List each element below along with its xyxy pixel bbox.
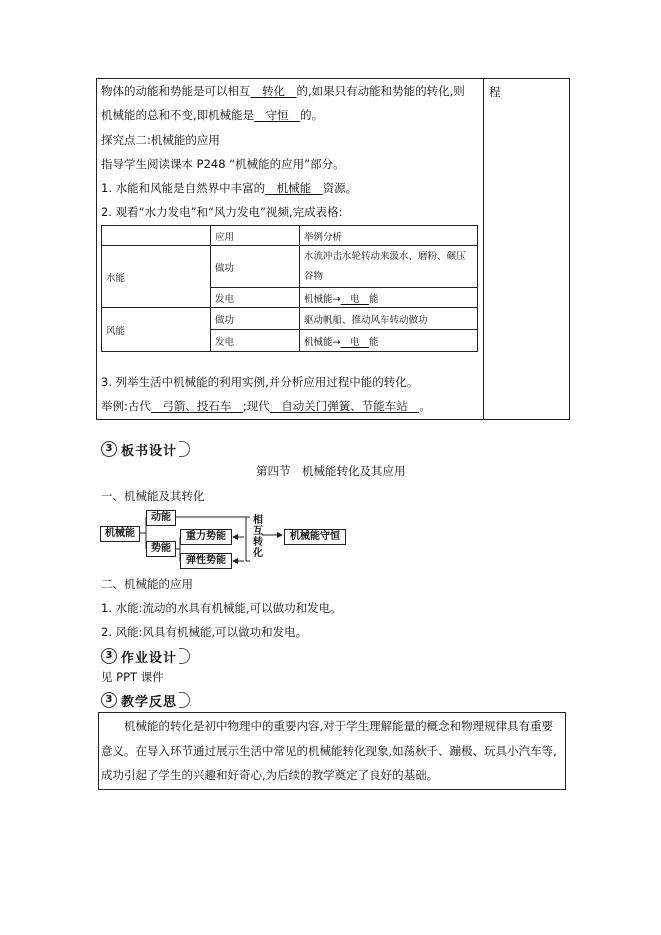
table-row-use: 做功: [211, 246, 300, 288]
table-header-example: 举例分析: [300, 226, 478, 246]
guide-text: 指导学生阅读课本 P248 “机械能的应用”部分。: [101, 157, 345, 171]
diagram-elastic-pe: 弹性势能: [180, 553, 232, 569]
board-center-title: 第四节 机械能转化及其应用: [256, 464, 406, 478]
homework-title: 作业设计: [121, 650, 178, 666]
top-table-divider: [483, 78, 484, 419]
energy-application-table: [101, 225, 478, 352]
diagram-potential-energy: 势能: [146, 541, 176, 557]
table-row-example: 机械能→ 电 能: [300, 288, 478, 308]
side-cell-text: 程: [489, 85, 501, 99]
table-header-blank: [102, 226, 211, 246]
board-design-title: 板书设计: [121, 443, 178, 459]
reflection-heading: [101, 690, 190, 710]
table-row-use: 做功: [211, 308, 300, 330]
diagram-mutual-conversion: 相 互 转 化: [253, 515, 263, 559]
table-row-use: 发电: [211, 330, 300, 352]
homework-heading: [101, 646, 190, 666]
reflection-line-2: 意义。在导入环节通过展示生活中常见的机械能转化现象,如荡秋千、蹦极、玩具小汽车等,: [101, 744, 557, 758]
table-group-wind: 风能: [102, 308, 211, 352]
question-1: 1. 水能和风能是自然界中丰富的 机械能 资源。: [101, 181, 358, 195]
line-2: 机械能的总和不变,即机械能是 守恒 的。: [101, 108, 324, 122]
line-1: 物体的动能和势能是可以相互 转化 的,如果只有动能和势能的转化,则: [101, 84, 465, 98]
question-2: 2. 观看“水力发电”和“风力发电”视频,完成表格:: [101, 205, 343, 219]
explore-title: 探究点二:机械能的应用: [101, 133, 220, 147]
board-item-2: 2. 风能:风具有机械能,可以做功和发电。: [101, 625, 308, 639]
reflection-line-3: 成功引起了学生的兴趣和好奇心,为后续的教学奠定了良好的基础。: [101, 768, 439, 782]
board-item-1: 1. 水能:流动的水具有机械能,可以做功和发电。: [101, 601, 342, 615]
section-badge-icon: 3: [101, 648, 117, 664]
diagram-gravity-pe: 重力势能: [180, 529, 232, 545]
question-3-examples: 举例:古代 弓箭、投石车 ;现代 自动关门弹簧、节能车站 。: [101, 399, 431, 413]
section-badge-icon: 3: [101, 692, 117, 708]
homework-text: 见 PPT 课件: [101, 670, 164, 684]
section-badge-icon: 3: [101, 441, 117, 457]
question-3: 3. 列举生活中机械能的利用实例,并分析应用过程中能的转化。: [101, 375, 419, 389]
diagram-kinetic-energy: 动能: [146, 510, 176, 526]
table-row-use: 发电: [211, 288, 300, 308]
bracket-decoration-icon: [179, 692, 190, 708]
reflection-title: 教学反思: [121, 694, 178, 710]
board-section-2: 二、机械能的应用: [101, 577, 193, 591]
board-section-1: 一、机械能及其转化: [101, 489, 205, 503]
bracket-decoration-icon: [179, 441, 190, 457]
board-design-heading: [101, 439, 190, 459]
table-row-example: 水流冲击水轮转动来汲水、磨粉、碾压谷物: [300, 246, 478, 288]
diagram-conservation: 机械能守恒: [284, 529, 346, 545]
reflection-line-1: 机械能的转化是初中物理中的重要内容,对于学生理解能量的概念和物理规律具有重要: [101, 719, 554, 733]
table-row-example: 机械能→ 电 能: [300, 330, 478, 352]
table-header-use: 应用: [211, 226, 300, 246]
table-row-example: 驱动帆船、推动风车转动做功: [300, 308, 478, 330]
diagram-mechanical-energy: 机械能: [100, 526, 140, 542]
table-group-water: 水能: [102, 246, 211, 308]
bracket-decoration-icon: [179, 648, 190, 664]
